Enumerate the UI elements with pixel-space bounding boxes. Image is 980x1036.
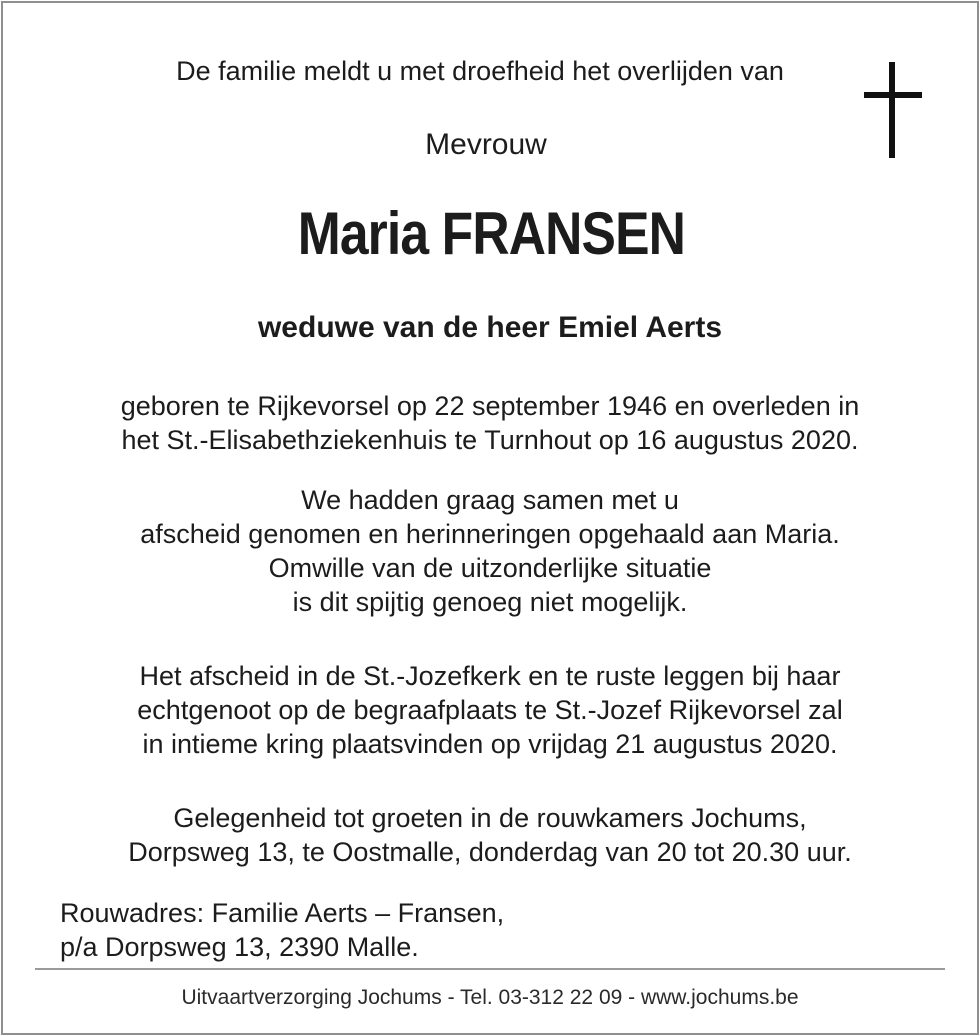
spouse-line: weduwe van de heer Emiel Aerts: [257, 311, 723, 344]
address-line: p/a Dorpsweg 13, 2390 Malle.: [60, 932, 419, 962]
intro-text: De familie meldt u met droefheid het overlijden van: [176, 56, 784, 86]
footer-divider: [35, 968, 945, 970]
birth-death-line: geboren te Rijkevorsel op 22 september 1946 en overleden in: [120, 391, 860, 421]
farewell-message-paragraph: [0, 483, 980, 619]
birth-death-paragraph: [0, 389, 980, 457]
ceremony-line: echtgenoot op de begraafplaats te St.-Jozef Rijkevorsel zal: [137, 695, 843, 725]
deceased-name: Maria FRANSEN: [297, 200, 686, 267]
ceremony-line: Het afscheid in de St.-Jozefkerk en te ruste leggen bij haar: [139, 661, 841, 691]
visitation-line: Gelegenheid tot groeten in de rouwkamers Jochums,: [173, 803, 807, 833]
ceremony-line: in intieme kring plaatsvinden op vrijdag 21 augustus 2020.: [142, 729, 838, 759]
birth-death-line: het St.-Elisabethziekenhuis te Turnhout op 16 augustus 2020.: [121, 425, 859, 455]
visitation-line: Dorpsweg 13, te Oostmalle, donderdag van 20 tot 20.30 uur.: [128, 837, 852, 867]
address-line: Rouwadres: Familie Aerts – Fransen,: [60, 898, 505, 928]
honorific: Mevrouw: [425, 128, 547, 161]
ceremony-paragraph: [0, 659, 980, 761]
farewell-message-line: afscheid genomen en herinneringen opgehaald aan Maria.: [140, 519, 840, 549]
visitation-paragraph: [0, 801, 980, 869]
funeral-home-footer: Uitvaartverzorging Jochums - Tel. 03-312 22 09 - www.jochums.be: [181, 986, 799, 1009]
farewell-message-line: Omwille van de uitzonderlijke situatie: [268, 553, 712, 583]
farewell-message-line: We hadden graag samen met u: [301, 485, 679, 515]
mourning-address: [60, 896, 504, 964]
farewell-message-line: is dit spijtig genoeg niet mogelijk.: [292, 587, 688, 617]
